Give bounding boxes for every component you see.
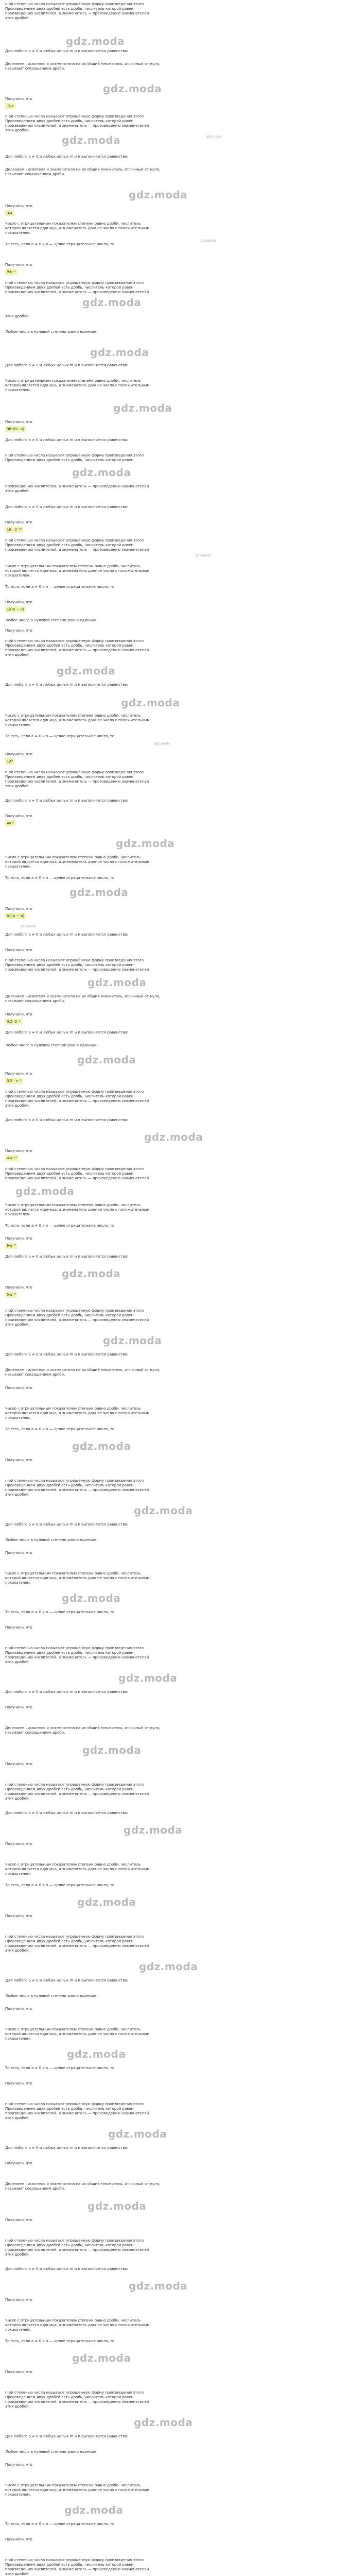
text-line: произведению числителей, а знаменатель — произведению знаменателей <box>5 1655 149 1659</box>
text-line: n-ой степенью числа называют упрощённую форму произведения этого <box>5 453 144 457</box>
text-line: Получили, что <box>5 2370 32 2374</box>
text-line: показателем. <box>5 2037 31 2041</box>
text-line: То есть, если a ≠ 0 и n — целое отрицательное число, то <box>5 1883 115 1887</box>
answer-box: -2/a <box>5 103 15 109</box>
text-line: Получили, что <box>5 948 32 952</box>
watermark: gdz.moda <box>103 1334 162 1347</box>
text-line: этих дробей. <box>5 2252 30 2257</box>
watermark: gdz.moda <box>121 697 180 709</box>
text-line: которой является единица, а знаменатель данное число с положительным <box>5 1208 150 1212</box>
text-line: Произведением двух дробей есть дробь, числитель которой равен <box>5 2107 134 2111</box>
answer-box: 0,5 · x⁻⁶ <box>5 1078 23 1084</box>
text-line: этих дробей. <box>5 2572 30 2576</box>
text-line: Число с отрицательным показателем степени равно дроби, числитель <box>5 564 141 568</box>
text-line: этих дробей. <box>5 1948 30 1953</box>
text-line: Произведением двух дробей есть дробь, числитель которой равен <box>5 2243 134 2247</box>
text-line: Число с отрицательным показателем степени равно дроби, числитель <box>5 1406 141 1411</box>
watermark: gdz.moda <box>113 402 172 414</box>
text-line: Получили, что <box>5 1386 32 1390</box>
text-line: Произведением двух дробей есть дробь, числитель которой равен <box>5 543 134 547</box>
text-line: Получили, что <box>5 1072 32 1076</box>
text-line: n-ой степенью числа называют упрощённую форму произведения этого <box>5 538 144 543</box>
text-line: То есть, если a ≠ 0 и n — целое отрицательное число, то <box>5 1224 115 1228</box>
text-line: произведению числителей, а знаменатель — произведению знаменателей <box>5 124 149 128</box>
watermark: gdz.moda <box>129 189 188 201</box>
text-line: Произведением двух дробей есть дробь, числитель которой равен <box>5 1651 134 1655</box>
text-line: которой является единица, а знаменатель данное число с положительным <box>5 2488 150 2492</box>
text-line: этих дробей. <box>5 1493 30 1497</box>
text-line: Произведением двух дробей есть дробь, числитель которой равен <box>5 285 134 290</box>
text-line: Для любого a ≠ 0 и любых целых m и n выполняется равенство: <box>5 438 128 442</box>
text-line: показателем. <box>5 1581 31 1585</box>
text-line: Число с отрицательным показателем степени равно дроби, числитель <box>5 379 141 383</box>
text-line: Получили, что <box>5 1012 32 1016</box>
text-line: Получили, что <box>5 2007 32 2011</box>
answer-box: 9/4 <box>5 210 14 216</box>
watermark: gdz.moda <box>118 1672 178 1684</box>
watermark: gdz.moda <box>69 886 129 899</box>
text-line: этих дробей. <box>5 489 30 493</box>
text-line: Для любого a ≠ 0 и любых целых m и n выполняется равенство: <box>5 1978 128 1982</box>
text-line: показателем. <box>5 723 31 727</box>
answer-box: 1/(m − n) <box>5 606 26 613</box>
text-line: которой является единица, а знаменатель данное число с положительным <box>5 226 150 230</box>
text-line: n-ой степенью числа называют упрощённую форму произведения этого <box>5 1090 144 1094</box>
text-line: То есть, если a ≠ 0 и n — целое отрицательное число, то <box>5 1427 115 1431</box>
text-line: Любое число в нулевой степени равно единице. <box>5 1538 98 1542</box>
text-line: Получили, что <box>5 629 32 633</box>
text-line: Получили, что <box>5 2218 32 2222</box>
text-line: называют сокращением дроби. <box>5 999 65 1003</box>
text-line: Получили, что <box>5 2161 32 2165</box>
text-line: Получили, что <box>5 1762 32 1766</box>
text-line: Делением числителя и знаменателя на их общий множитель, отличный от нуля, <box>5 994 161 998</box>
text-line: Число с отрицательным показателем степени равно дроби, числитель <box>5 2318 141 2323</box>
text-line: которой является единица, а знаменатель данное число с положительным <box>5 860 150 864</box>
text-line: n-ой степенью числа называют упрощённую форму произведения этого <box>5 2102 144 2106</box>
text-line: То есть, если a ≠ 0 и n — целое отрицательное число, то <box>5 242 115 246</box>
text-line: Для любого a ≠ 0 и любых целых m и n выполняется равенство: <box>5 1352 128 1357</box>
answer-box: 1/t⁶ <box>5 758 14 765</box>
text-line: Получили, что <box>5 1842 32 1846</box>
text-line: n-ой степенью числа называют упрощённую форму произведения этого <box>5 2239 144 2243</box>
text-line: n-ой степенью числа называют упрощённую форму произведения этого <box>5 1646 144 1650</box>
text-line: Число с отрицательным показателем степени равно дроби, числитель <box>5 1862 141 1867</box>
text-line: Для любого a ≠ 0 и любых целых m и n выполняется равенство: <box>5 1522 128 1527</box>
watermark: gdz.moda <box>77 1054 136 1066</box>
answer-box: 9·a⁻⁶ <box>5 1243 17 1249</box>
text-line: Любое число в нулевой степени равно единице. <box>5 1043 98 1047</box>
text-line: Произведением двух дробей есть дробь, числитель которой равен <box>5 1787 134 1791</box>
text-line: Произведением двух дробей есть дробь, числитель которой равен <box>5 119 134 123</box>
text-line: Для любого a ≠ 0 и любых целых m и n выполняется равенство: <box>5 1118 128 1122</box>
text-line: Для любого a ≠ 0 и любых целых m и n выполняется равенство: <box>5 505 128 509</box>
answer-box: 9·b⁻¹ <box>5 269 18 275</box>
watermark-small: gdz.moda <box>201 239 216 243</box>
text-line: Получили, что <box>5 1625 32 1630</box>
text-line: Делением числителя и знаменателя на их общий множитель, отличный от нуля, <box>5 62 161 66</box>
text-line: Получили, что <box>5 907 32 911</box>
text-line: Получили, что <box>5 1914 32 1918</box>
text-line: показателем. <box>5 2493 31 2497</box>
text-line: n-ой степенью числа называют упрощённую форму произведения этого <box>5 2 144 6</box>
text-line: Получили, что <box>5 814 32 818</box>
watermark: gdz.moda <box>67 2048 126 2060</box>
text-line: этих дробей. <box>5 16 30 20</box>
text-line: n-ой степенью числа называют упрощённую форму произведения этого <box>5 1783 144 1787</box>
text-line: Любое число в нулевой степени равно единице. <box>5 618 98 622</box>
text-line: этих дробей. <box>5 314 30 318</box>
text-line: этих дробей. <box>5 1104 30 1108</box>
watermark: gdz.moda <box>134 2416 193 2429</box>
watermark-small: gdz.moda <box>21 925 36 928</box>
text-line: которой является единица, а знаменатель данное число с положительным <box>5 383 150 387</box>
text-line: показателем. <box>5 573 31 578</box>
text-line: Получили, что <box>5 1551 32 1555</box>
text-line: этих дробей. <box>5 1323 30 1327</box>
text-line: произведению числителей, а знаменатель — произведению знаменателей <box>5 779 149 784</box>
text-line: Делением числителя и знаменателя на их общий множитель, отличный от нуля, <box>5 2182 161 2186</box>
text-line: Получили, что <box>5 1458 32 1462</box>
text-line: Произведением двух дробей есть дробь, числитель которой равен <box>5 1094 134 1098</box>
text-line: Для любого a ≠ 0 и любых целых m и n выполняется равенство: <box>5 933 128 937</box>
text-line: произведению числителей, а знаменатель — произведению знаменателей <box>5 290 149 294</box>
watermark: gdz.moda <box>72 466 131 479</box>
text-line: этих дробей. <box>5 653 30 657</box>
text-line: этих дробей. <box>5 2404 30 2409</box>
text-line: То есть, если a ≠ 0 и n — целое отрицательное число, то <box>5 585 115 589</box>
text-line: Произведением двух дробей есть дробь, числитель которой равен <box>5 963 134 967</box>
text-line: которой является единица, а знаменатель данное число с положительным <box>5 569 150 573</box>
text-line: Произведением двух дробей есть дробь, числитель которой равен <box>5 1313 134 1317</box>
text-line: произведению числителей, а знаменатель — произведению знаменателей <box>5 2111 149 2115</box>
text-line: Получили, что <box>5 263 32 267</box>
text-line: n-ой степенью числа называют упрощённую форму произведения этого <box>5 281 144 285</box>
text-line: которой является единица, а знаменатель данное число с положительным <box>5 718 150 722</box>
text-line: произведению числителей, а знаменатель — произведению знаменателей <box>5 2248 149 2252</box>
answer-box: b²/(a − b) <box>5 913 26 919</box>
watermark: gdz.moda <box>62 134 121 146</box>
text-line: произведению числителей, а знаменатель — произведению знаменателей <box>5 1792 149 1796</box>
text-line: n-ой степенью числа называют упрощённую форму произведения этого <box>5 1479 144 1483</box>
text-line: Делением числителя и знаменателя на их общий множитель, отличный от нуля, <box>5 1368 161 1372</box>
text-line: этих дробей. <box>5 1660 30 1664</box>
text-line: Получили, что <box>5 1149 32 1153</box>
text-line: Получили, что <box>5 2081 32 2086</box>
watermark: gdz.moda <box>72 2352 131 2364</box>
text-line: Получили, что <box>5 600 32 604</box>
watermark-small: gdz.moda <box>154 742 170 745</box>
text-line: n-ой степенью числа называют упрощённую форму произведения этого <box>5 114 144 118</box>
text-line: Делением числителя и знаменателя на их общий множитель, отличный от нуля, <box>5 167 161 172</box>
text-line: показателем. <box>5 1872 31 1876</box>
watermark: gdz.moda <box>144 1131 203 1143</box>
text-line: Любое число в нулевой степени равно единице. <box>5 2450 98 2454</box>
text-line: То есть, если a ≠ 0 и n — целое отрицательное число, то <box>5 876 115 880</box>
text-line: показателем. <box>5 2328 31 2332</box>
text-line: Для любого a ≠ 0 и любых целых m и n выполняется равенство: <box>5 1690 128 1694</box>
watermark: gdz.moda <box>129 2280 188 2292</box>
text-line: Делением числителя и знаменателя на их общий множитель, отличный от нуля, <box>5 1726 161 1730</box>
text-line: показателем. <box>5 865 31 869</box>
text-line: Произведением двух дробей есть дробь, числитель которой равен <box>5 1483 134 1487</box>
text-line: n-ой степенью числа называют упрощённую форму произведения этого <box>5 1309 144 1313</box>
text-line: Для любого a ≠ 0 и любых целых m и n выполняется равенство: <box>5 799 128 803</box>
watermark-small: gdz.moda <box>196 554 211 557</box>
text-line: показателем. <box>5 388 31 392</box>
text-line: называют сокращением дроби. <box>5 2187 65 2191</box>
text-line: Произведением двух дробей есть дробь, числитель которой равен <box>5 1939 134 1943</box>
watermark: gdz.moda <box>103 82 162 95</box>
text-line: Получили, что <box>5 2463 32 2467</box>
watermark: gdz.moda <box>62 1267 121 1280</box>
text-line: Получили, что <box>5 204 32 208</box>
text-line: То есть, если a ≠ 0 и n — целое отрицательное число, то <box>5 734 115 738</box>
text-line: Число с отрицательным показателем степени равно дроби, числитель <box>5 1571 141 1575</box>
text-line: произведению числителей, а знаменатель — произведению знаменателей <box>5 1176 149 1180</box>
text-line: произведению числителей, а знаменатель — произведению знаменателей <box>5 11 149 15</box>
text-line: этих дробей. <box>5 784 30 788</box>
text-line: Для любого a ≠ 0 и любых целых m и n выполняется равенство: <box>5 2267 128 2271</box>
text-line: произведению числителей, а знаменатель — произведению знаменателей <box>5 548 149 552</box>
text-line: Для любого a ≠ 0 и любых целых m и n выполняется равенство: <box>5 2434 128 2438</box>
text-line: n-ой степенью числа называют упрощённую форму произведения этого <box>5 770 144 774</box>
text-line: Произведением двух дробей есть дробь, числитель которой равен <box>5 775 134 779</box>
text-line: этих дробей. <box>5 128 30 132</box>
watermark: gdz.moda <box>82 296 142 309</box>
text-line: Число с отрицательным показателем степени равно дроби, числитель <box>5 222 141 226</box>
watermark: gdz.moda <box>124 1824 183 1836</box>
text-line: которой является единица, а знаменатель данное число с положительным <box>5 2032 150 2036</box>
text-line: Получили, что <box>5 520 32 524</box>
watermark: gdz.moda <box>87 976 147 989</box>
text-line: этих дробей. <box>5 2116 30 2120</box>
text-line: произведению числителей, а знаменатель — произведению знаменателей <box>5 648 149 652</box>
text-line: произведению числителей, а знаменатель — произведению знаменателей <box>5 1944 149 1948</box>
text-line: называют сокращением дроби. <box>5 1731 65 1735</box>
text-line: n-ой степенью числа называют упрощённую форму произведения этого <box>5 1167 144 1171</box>
watermark: gdz.moda <box>139 1960 198 1973</box>
text-line: Для любого a ≠ 0 и любых целых m и n выполняется равенство: <box>5 683 128 687</box>
text-line: То есть, если a ≠ 0 и n — целое отрицательное число, то <box>5 2339 115 2343</box>
text-line: Для любого a ≠ 0 и любых целых m и n выполняется равенство: <box>5 1811 128 1815</box>
text-line: Любое число в нулевой степени равно единице. <box>5 330 98 334</box>
text-line: Число с отрицательным показателем степени равно дроби, числитель <box>5 714 141 718</box>
text-line: Произведением двух дробей есть дробь, числитель которой равен <box>5 2563 134 2567</box>
watermark: gdz.moda <box>72 1440 131 1452</box>
answer-box: 5·a⁻⁸ <box>5 1292 17 1298</box>
text-line: То есть, если a ≠ 0 и n — целое отрицательное число, то <box>5 2522 115 2526</box>
text-line: которой является единица, а знаменатель данное число с положительным <box>5 1867 150 1871</box>
text-line: n-ой степенью числа называют упрощённую форму произведения этого <box>5 958 144 962</box>
text-line: показателем. <box>5 231 31 235</box>
text-line: произведению числителей, а знаменатель — произведению знаменателей <box>5 1318 149 1322</box>
text-line: Произведением двух дробей есть дробь, числитель которой равен <box>5 643 134 648</box>
text-line: Произведением двух дробей есть дробь, числитель которой равен <box>5 1172 134 1176</box>
text-line: Любое число в нулевой степени равно единице. <box>5 1994 98 1998</box>
watermark: gdz.moda <box>57 665 116 677</box>
watermark: gdz.moda <box>77 1896 136 1908</box>
text-line: Число с отрицательным показателем степени равно дроби, числитель <box>5 855 141 859</box>
text-line: Для любого a ≠ 0 и любых целых m и n выполняется равенство: <box>5 49 128 53</box>
text-line: Получили, что <box>5 752 32 756</box>
text-line: произведению числителей, а знаменатель — произведению знаменателей <box>5 2567 149 2571</box>
text-line: Получили, что <box>5 97 32 101</box>
answer-box: 4a¹⁰ <box>5 820 15 826</box>
watermark: gdz.moda <box>82 1744 142 1756</box>
text-line: То есть, если a ≠ 0 и n — целое отрицательное число, то <box>5 1610 115 1614</box>
text-line: Произведением двух дробей есть дробь, числитель которой равен <box>5 458 134 462</box>
text-line: произведению числителей, а знаменатель — произведению знаменателей <box>5 2400 149 2404</box>
text-line: Произведением двух дробей есть дробь, числитель которой равен <box>5 2395 134 2399</box>
watermark: gdz.moda <box>87 2200 147 2212</box>
watermark: gdz.moda <box>134 1504 193 1517</box>
watermark: gdz.moda <box>62 1592 121 1604</box>
answer-box: 16 · 2⁻¹⁴ <box>5 527 23 533</box>
text-line: которой является единица, а знаменатель данное число с положительным <box>5 2323 150 2327</box>
text-line: Число с отрицательным показателем степени равно дроби, числитель <box>5 2483 141 2487</box>
text-line: Число с отрицательным показателем степени равно дроби, числитель <box>5 2027 141 2031</box>
text-line: Получили, что <box>5 1236 32 1241</box>
text-line: произведению числителей, а знаменатель — произведению знаменателей <box>5 1099 149 1103</box>
text-line: произведению числителей, а знаменатель — произведению знаменателей <box>5 1488 149 1492</box>
text-line: Получили, что <box>5 2537 32 2541</box>
answer-box: 9b²/(9−a) <box>5 426 26 432</box>
text-line: Для любого a ≠ 0 и любых целых m и n выполняется равенство: <box>5 363 128 367</box>
watermark: gdz.moda <box>116 837 175 850</box>
text-line: Произведением двух дробей есть дробь, числитель которой равен <box>5 7 134 11</box>
text-line: n-ой степенью числа называют упрощённую форму произведения этого <box>5 2391 144 2395</box>
text-line: Для любого a ≠ 0 и любых целых m и n выполняется равенство: <box>5 155 128 159</box>
answer-box: 0,2 ·3⁻¹ <box>5 1019 22 1025</box>
text-line: n-ой степенью числа называют упрощённую форму произведения этого <box>5 639 144 643</box>
text-line: n-ой степенью числа называют упрощённую форму произведения этого <box>5 1935 144 1939</box>
watermark-small: gdz.moda <box>206 135 221 139</box>
text-line: показателем. <box>5 1212 31 1216</box>
answer-box: 4·a⁻¹² <box>5 1155 19 1161</box>
text-line: Для любого a ≠ 0 и любых целых m и n выполняется равенство: <box>5 1255 128 1259</box>
text-line: То есть, если a ≠ 0 и n — целое отрицательное число, то <box>5 2066 115 2070</box>
text-line: Число с отрицательным показателем степени равно дроби, числитель <box>5 1203 141 1207</box>
text-line: показателем. <box>5 1416 31 1420</box>
text-line: Получили, что <box>5 2298 32 2302</box>
watermark: gdz.moda <box>66 35 125 47</box>
text-line: этих дробей. <box>5 1797 30 1801</box>
watermark: gdz.moda <box>90 346 149 359</box>
text-line: Получили, что <box>5 1705 32 1709</box>
text-line: называют сокращением дроби. <box>5 1372 65 1377</box>
watermark: gdz.moda <box>64 2504 124 2516</box>
text-line: Для любого a ≠ 0 и любых целых m и n выполняется равенство: <box>5 1030 128 1035</box>
text-line: называют сокращением дроби. <box>5 66 65 71</box>
text-line: n-ой степенью числа называют упрощённую форму произведения этого <box>5 2558 144 2562</box>
text-line: Получили, что <box>5 420 32 424</box>
text-line: которой является единица, а знаменатель данное число с положительным <box>5 1411 150 1415</box>
watermark: gdz.moda <box>15 1185 75 1197</box>
text-line: Получили, что <box>5 1285 32 1290</box>
text-line: называют сокращением дроби. <box>5 172 65 176</box>
watermark: gdz.moda <box>108 2128 167 2140</box>
text-line: произведению числителей, а знаменатель — произведению знаменателей <box>5 484 149 488</box>
text-line: которой является единица, а знаменатель данное число с положительным <box>5 1576 150 1580</box>
text-line: Для любого a ≠ 0 и любых целых m и n выполняется равенство: <box>5 2146 128 2150</box>
text-line: произведению числителей, а знаменатель — произведению знаменателей <box>5 968 149 972</box>
